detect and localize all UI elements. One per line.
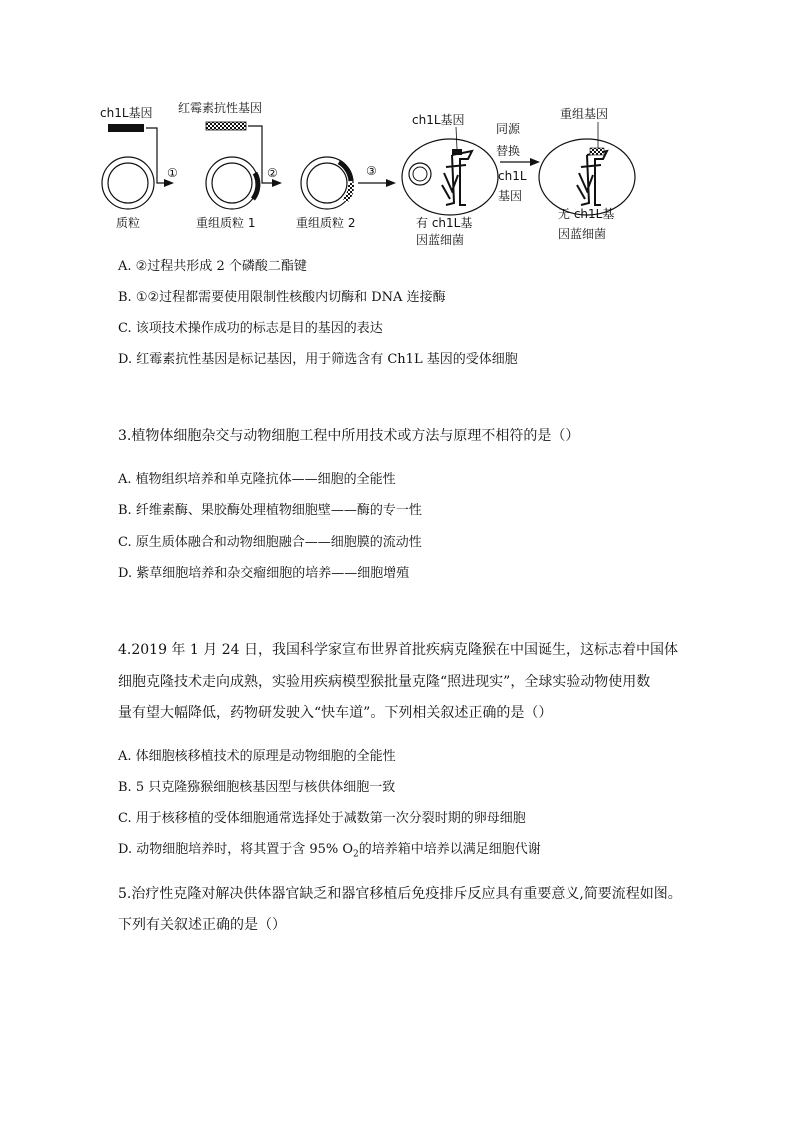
step2-label: ② [267, 166, 278, 180]
replace-text-3: ch1L [498, 169, 527, 183]
replace-text-4: 基因 [498, 189, 523, 203]
q2-option-d: D. 红霉素抗性基因是标记基因，用于筛选含有 Ch1L 基因的受体细胞 [118, 352, 518, 367]
plasmid-label: 质粒 [116, 216, 141, 230]
q3-option-d: D. 紫草细胞培养和杂交瘤细胞的培养——细胞增殖 [118, 566, 410, 581]
q4-stem-line-1: 4.2019 年 1 月 24 日，我国科学家宣布世界首批疾病克隆猴在中国诞生，这标志着中国体 [118, 642, 678, 658]
cell2-name-1: 无 ch1L基 [558, 207, 615, 221]
cell1-name-2: 因蓝细菌 [416, 233, 465, 247]
recomb-plasmid-1 [206, 157, 258, 209]
arrow-step1 [146, 128, 166, 183]
cell2-name-2: 因蓝细菌 [558, 227, 607, 241]
q5-stem-line-1: 5.治疗性克隆对解决供体器官缺乏和器官移植后免疫排斥反应具有重要意义,简要流程如图。 [118, 886, 682, 902]
q3-stem: 3.植物体细胞杂交与动物细胞工程中所用技术或方法与原理不相符的是（） [118, 428, 580, 444]
q2-option-b: B. ①②过程都需要使用限制性核酸内切酶和 DNA 连接酶 [118, 290, 446, 305]
step1-label: ① [167, 166, 178, 180]
q4-option-a: A. 体细胞核移植技术的原理是动物细胞的全能性 [118, 749, 396, 764]
cell2-gene-label: 重组基因 [560, 107, 609, 121]
q4-option-d: D. 动物细胞培养时，将其置于含 95% $O_2$的培养箱中培养以满足细胞代谢 [118, 842, 541, 860]
q4-option-c: C. 用于核移植的受体细胞通常选择处于减数第一次分裂时期的卵母细胞 [118, 811, 526, 826]
ery-gene-bar [206, 122, 246, 130]
ery-gene-label: 红霉素抗性基因 [178, 101, 263, 115]
q4-option-b: B. 5 只克隆猕猴细胞核基因型与核供体细胞一致 [118, 780, 396, 795]
q3-option-a: A. 植物组织培养和单克隆抗体——细胞的全能性 [118, 472, 396, 487]
step3-label: ③ [366, 164, 377, 178]
q2-option-a: A. ②过程共形成 2 个磷酸二酯键 [118, 259, 307, 274]
chil-gene-label: ch1L基因 [100, 106, 153, 120]
cell1-gene-label: ch1L基因 [412, 113, 465, 127]
q2-option-c: C. 该项技术操作成功的标志是目的基因的表达 [118, 321, 383, 336]
plasmid-circle [102, 157, 154, 209]
q4-stem-line-2: 细胞克隆技术走向成熟，实验用疾病模型猴批量克隆“照进现实”，全球实验动物使用数 [118, 674, 651, 690]
genetic-engineering-diagram [90, 95, 650, 250]
recomb2-label: 重组质粒 2 [296, 216, 356, 230]
q5-stem-line-2: 下列有关叙述正确的是（） [118, 917, 286, 933]
recomb1-label: 重组质粒 1 [196, 216, 256, 230]
chil-gene-bar [108, 124, 144, 132]
q4-stem-line-3: 量有望大幅降低，药物研发驶入“快车道”。下列相关叙述正确的是（） [118, 705, 553, 721]
replace-text-1: 同源 [496, 122, 521, 136]
q3-option-b: B. 纤维素酶、果胶酶处理植物细胞壁——酶的专一性 [118, 503, 422, 518]
replace-text-2: 替换 [496, 144, 521, 158]
cell1-name-1: 有 ch1L基 [416, 216, 473, 230]
q3-option-c: C. 原生质体融合和动物细胞融合——细胞膜的流动性 [118, 535, 422, 550]
